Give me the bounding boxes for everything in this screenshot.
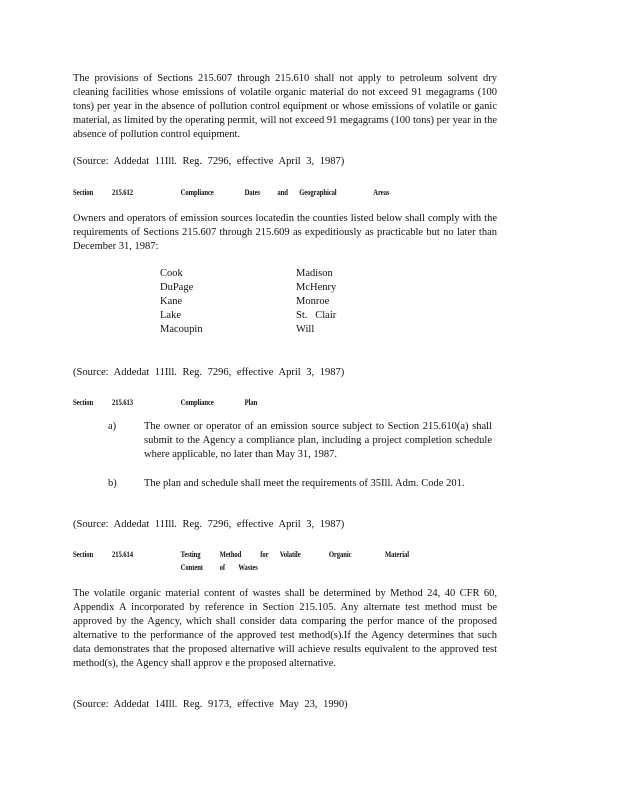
section-title-word: Dates: [244, 187, 261, 197]
county-item: Macoupin: [160, 324, 203, 335]
section-label: Section: [73, 397, 94, 407]
county-item: Monroe: [296, 296, 330, 307]
county-item: Will: [296, 324, 315, 335]
section-title-word: Geographical: [299, 187, 337, 197]
item-label-b: b): [108, 478, 117, 489]
section-title-word: for: [260, 549, 269, 559]
section-number: 215.612: [112, 187, 134, 197]
section-title-word: of: [219, 562, 226, 572]
county-item: St. Clair: [296, 310, 337, 321]
section-title-word: Material: [385, 549, 410, 559]
item-text-b: The plan and schedule shall meet the requirements of 35Ill. Adm. Code 201.: [144, 478, 465, 489]
counties-list-left: [160, 267, 203, 337]
intro-paragraph: The provisions of Sections 215.607 through 215.610 shall not apply to petroleum solvent dry cleaning facilities whose emissions of volatile organic material do not exceed 91 megagrams (100 tons) per year in the absence of pollution control equipment or whose emissions of volatile or ganic material, as limited by the operating permit, will not exceed 91 megagrams (100 tons) per year in the absence of pollution control equipment.: [73, 73, 497, 140]
county-item: Lake: [160, 310, 181, 321]
section-215-614-paragraph: The volatile organic material content of wastes shall be determined by Method 24, 40 CFR 60, Appendix A incorporated by reference in Section 215.105. Any alternate test method must be approved by the Agency, which shall consider data comparing the perfor mance of the proposed alternative to the performance of the approved test method(s).If the Agency determines that such data demonstrates that the proposed alternative will achieve results equivalent to the approved test method(s), the Agency shall approv e the proposed alternative.: [73, 588, 497, 669]
section-title-word: Testing: [180, 549, 201, 559]
source-note-1: (Source: Addedat 11Ill. Reg. 7296, effective April 3, 1987): [73, 156, 345, 167]
counties-list-right: [296, 267, 336, 337]
section-number: 215.614: [112, 549, 134, 559]
section-number: 215.613: [112, 397, 134, 407]
county-item: Madison: [296, 268, 333, 279]
section-title-word: Organic: [328, 549, 352, 559]
section-title-word: Content: [180, 562, 203, 572]
section-title-word: and: [277, 187, 288, 197]
section-title-word: Method: [219, 549, 242, 559]
section-title-word: Compliance: [180, 397, 214, 407]
source-note-3: (Source: Addedat 11Ill. Reg. 7296, effective April 3, 1987): [73, 519, 345, 530]
county-item: McHenry: [296, 282, 337, 293]
county-item: Cook: [160, 268, 183, 279]
item-text-a: The owner or operator of an emission source subject to Section 215.610(a) shall submit to the Agency a compliance plan, including a project completion schedule where applicable, no later than May 31, 1987.: [144, 421, 492, 460]
source-note-4: (Source: Addedat 14Ill. Reg. 9173, effective May 23, 1990): [73, 699, 348, 710]
county-item: DuPage: [160, 282, 194, 293]
county-item: Kane: [160, 296, 183, 307]
section-title-word: Volatile: [279, 549, 301, 559]
section-title-word: Plan: [244, 397, 258, 407]
section-title-word: Areas: [373, 187, 390, 197]
source-note-2: (Source: Addedat 11Ill. Reg. 7296, effective April 3, 1987): [73, 367, 345, 378]
section-title-word: Wastes: [238, 562, 258, 572]
item-label-a: a): [108, 421, 117, 432]
section-label: Section: [73, 187, 94, 197]
section-215-614-heading: [73, 548, 447, 574]
section-label: Section: [73, 549, 94, 559]
section-215-612-paragraph: Owners and operators of emission sources locatedin the counties listed below shall comply with the requirements of Sections 215.607 through 215.609 as expeditiously as practicable but no later than December 31, 1987:: [73, 213, 497, 252]
section-title-word: Compliance: [180, 187, 214, 197]
